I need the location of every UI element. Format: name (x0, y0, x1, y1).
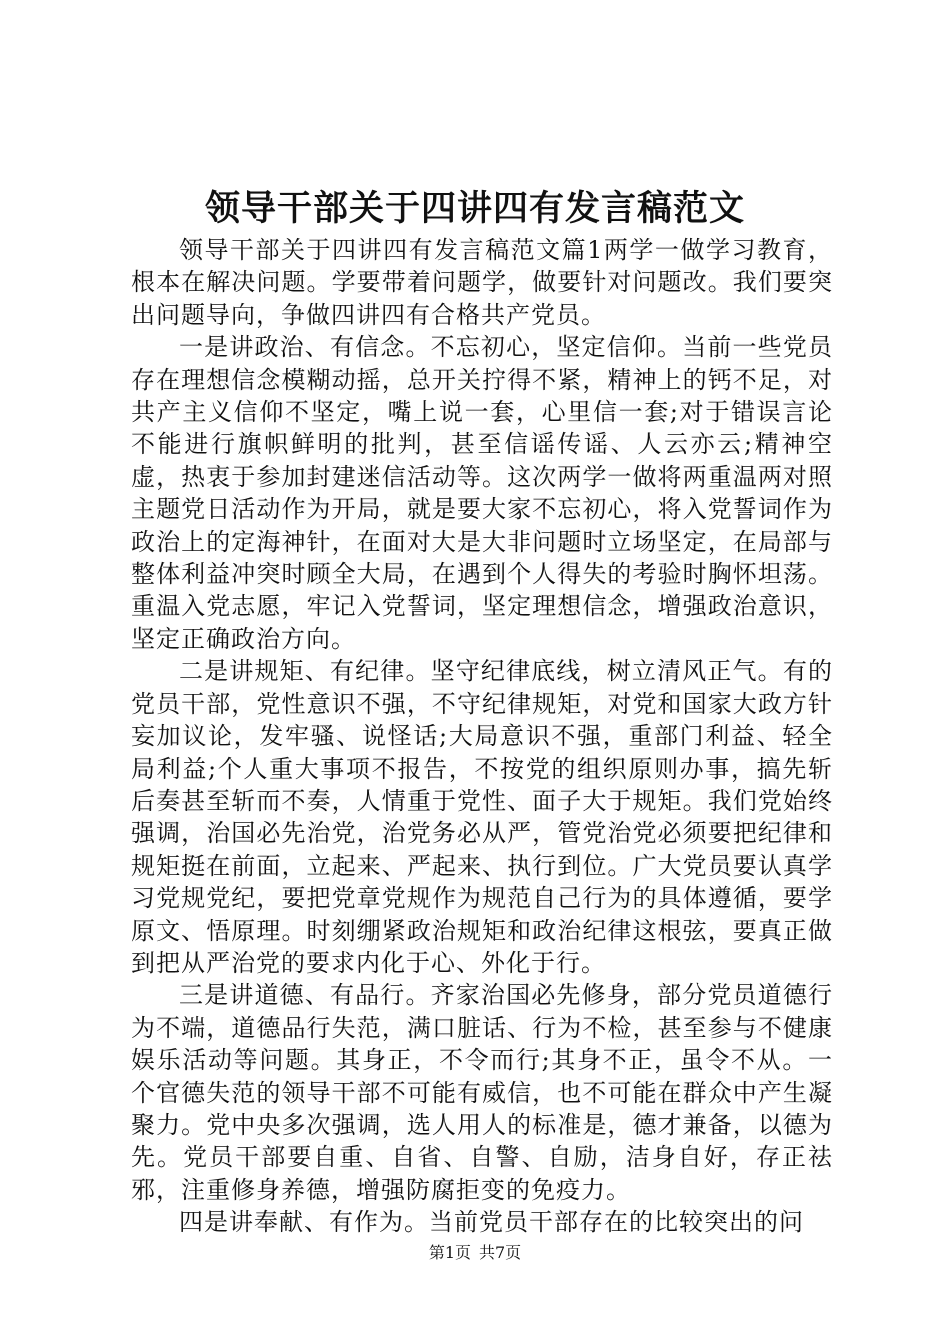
paragraph-rules: 二是讲规矩、有纪律。坚守纪律底线，树立清风正气。有的党员干部，党性意识不强，不守纪律规矩，对党和国家大政方针妄加议论，发牢骚、说怪话;大局意识不强，重部门利益、轻全局利益;个人重大事项不报告，不按党的组织原则办事，搞先斩后奏甚至斩而不奏，人情重于党性、面子大于规矩。我们党始终强调，治国必先治党，治党务必从严，管党治党必须要把纪律和规矩挺在前面，立起来、严起来、执行到位。广大党员要认真学习党规党纪，要把党章党规作为规范自己行为的具体遵循，要学原文、悟原理。时刻绷紧政治规矩和政治纪律这根弦，要真正做到把从严治党的要求内化于心、外化于行。 (131, 657, 833, 977)
document-body (131, 234, 833, 1239)
paragraph-morality: 三是讲道德、有品行。齐家治国必先修身，部分党员道德行为不端，道德品行失范，满口脏话、行为不检，甚至参与不健康娱乐活动等问题。其身正，不令而行;其身不正，虽令不从。一个官德失范的领导干部不可能有威信，也不可能在群众中产生凝聚力。党中央多次强调，选人用人的标准是，德才兼备，以德为先。党员干部要自重、自省、自警、自励，洁身自好，存正祛邪，注重修身养德，增强防腐拒变的免疫力。 (131, 981, 833, 1204)
paragraph-politics: 一是讲政治、有信念。不忘初心，坚定信仰。当前一些党员存在理想信念模糊动摇，总开关拧得不紧，精神上的钙不足，对共产主义信仰不坚定，嘴上说一套，心里信一套;对于错误言论不能进行旗帜鲜明的批判，甚至信谣传谣、人云亦云;精神空虚，热衷于参加封建迷信活动等。这次两学一做将两重温两对照主题党日活动作为开局，就是要大家不忘初心，将入党誓词作为政治上的定海神针，在面对大是大非问题时立场坚定，在局部与整体利益冲突时顾全大局，在遇到个人得失的考验时胸怀坦荡。重温入党志愿，牢记入党誓词，坚定理想信念，增强政治意识，坚定正确政治方向。 (131, 333, 833, 653)
page-number: 第1页 (428, 1243, 471, 1262)
paragraph-intro: 领导干部关于四讲四有发言稿范文篇1两学一做学习教育，根本在解决问题。学要带着问题学，做要针对问题改。我们要突出问题导向，争做四讲四有合格共产党员。 (131, 236, 833, 329)
paragraph-dedication: 四是讲奉献、有作为。当前党员干部存在的比较突出的问 (179, 1208, 804, 1237)
document-title: 领导干部关于四讲四有发言稿范文 (204, 188, 745, 229)
page-total: 共7页 (479, 1243, 522, 1262)
page-footer (0, 1242, 950, 1264)
